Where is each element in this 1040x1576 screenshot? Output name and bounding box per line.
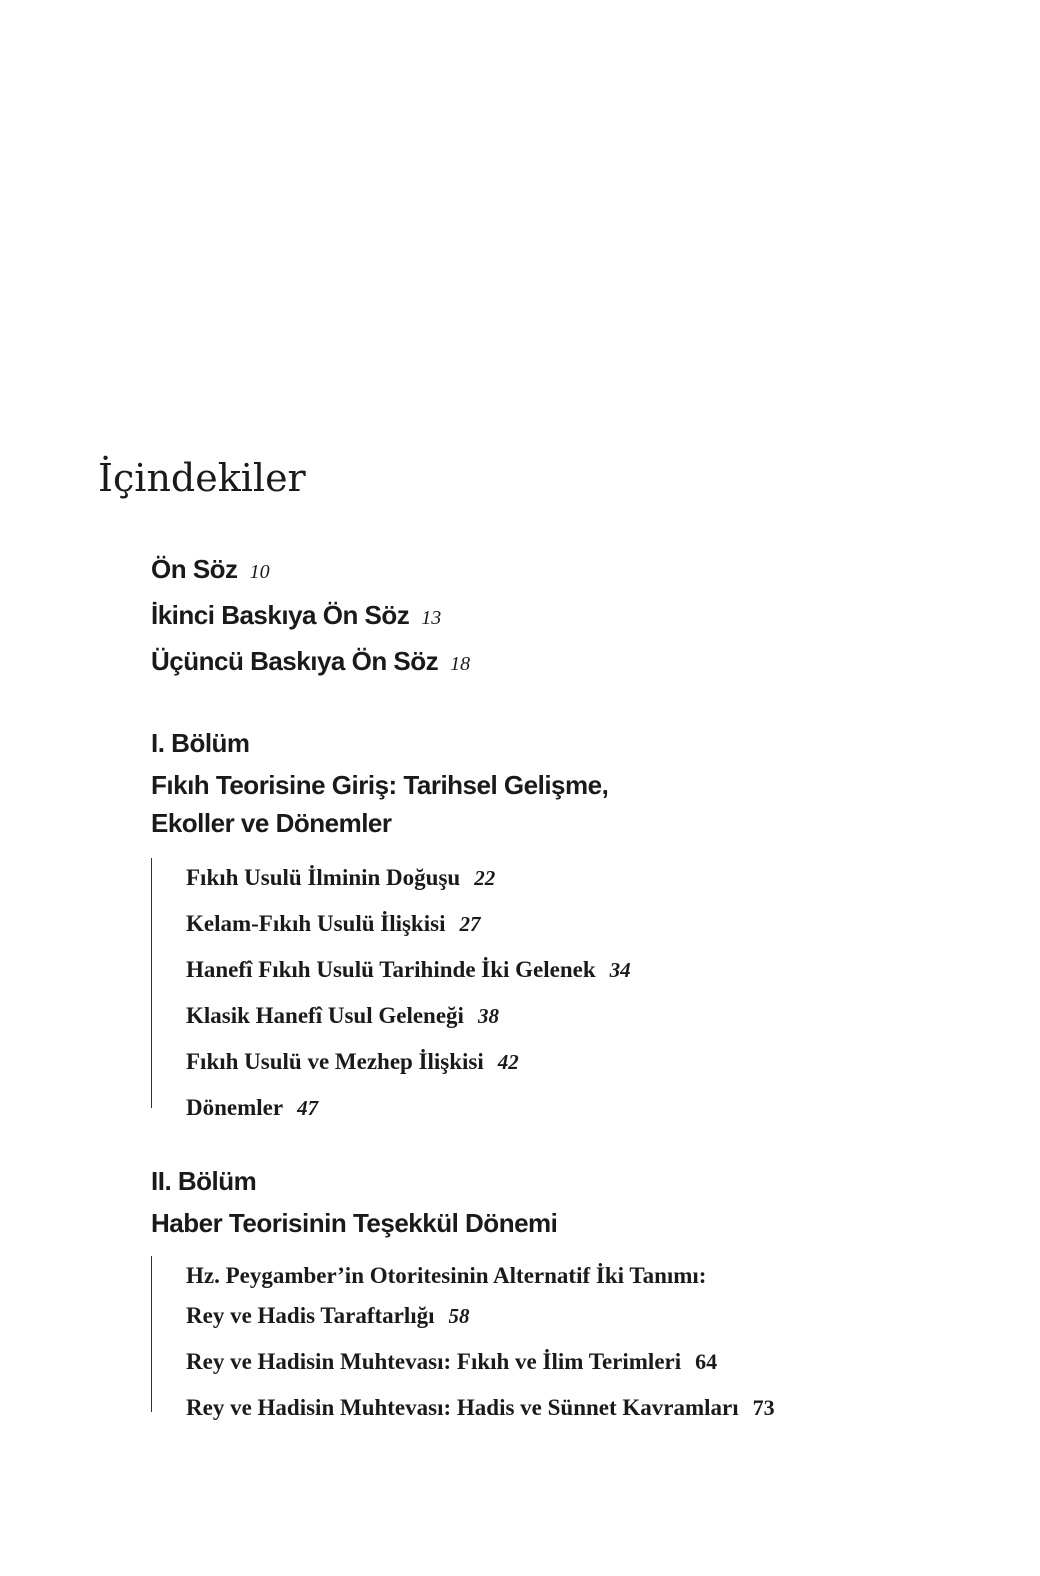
toc-entry-chapter[interactable]	[186, 1342, 775, 1388]
part-2-chapter-list	[151, 1256, 775, 1420]
entry-label: Fıkıh Usulü İlminin Doğuşu	[186, 865, 461, 890]
part-title-line-1: Fıkıh Teorisine Giriş: Tarihsel Gelişme,	[151, 770, 609, 800]
entry-label: İkinci Baskıya Ön Söz	[151, 600, 410, 630]
toc-entry-chapter[interactable]	[186, 904, 631, 950]
entry-label-line-2: Rey ve Hadis Taraftarlığı	[186, 1303, 435, 1328]
part-label: II. Bölüm	[151, 1166, 257, 1196]
toc-entry-chapter[interactable]	[186, 1042, 631, 1088]
entry-label: Üçüncü Baskıya Ön Söz	[151, 646, 439, 676]
entry-label: Rey ve Hadisin Muhtevası: Hadis ve Sünnet Kavramları	[186, 1395, 739, 1420]
entry-label: Ön Söz	[151, 554, 238, 584]
page-number: 18	[450, 653, 471, 675]
entry-label: Kelam-Fıkıh Usulü İlişkisi	[186, 911, 446, 936]
page-number: 73	[752, 1395, 775, 1420]
entry-label-line-1: Hz. Peygamber’in Otoritesinin Alternatif İki Tanımı:	[186, 1263, 707, 1288]
part-2-heading	[151, 1162, 557, 1242]
part-label: I. Bölüm	[151, 728, 250, 758]
toc-entry-chapter[interactable]	[186, 996, 631, 1042]
toc-entry-chapter[interactable]	[186, 950, 631, 996]
page-number: 58	[448, 1304, 470, 1328]
toc-entry-chapter[interactable]	[186, 1088, 631, 1134]
toc-entry-ikinci-baskiya-on-soz[interactable]	[151, 596, 470, 642]
entry-label: Hanefî Fıkıh Usulü Tarihinde İki Gelenek	[186, 957, 596, 982]
page-number: 38	[477, 1004, 499, 1028]
part-1-chapter-list	[151, 858, 631, 1120]
entry-label: Fıkıh Usulü ve Mezhep İlişkisi	[186, 1049, 484, 1074]
page-number: 34	[609, 958, 631, 982]
toc-entry-chapter[interactable]	[186, 858, 631, 904]
page-number: 22	[474, 866, 496, 890]
page-number: 64	[695, 1349, 718, 1374]
entry-label: Dönemler	[186, 1095, 284, 1120]
entry-label: Rey ve Hadisin Muhtevası: Fıkıh ve İlim Terimleri	[186, 1349, 682, 1374]
part-1-heading	[151, 724, 608, 842]
page-number: 27	[459, 912, 481, 936]
page-number: 47	[297, 1096, 319, 1120]
page-number: 42	[497, 1050, 519, 1074]
page-title: İçindekiler	[98, 456, 306, 500]
toc-entry-on-soz[interactable]	[151, 550, 470, 596]
toc-entry-chapter[interactable]	[186, 1388, 775, 1434]
page-number: 13	[421, 607, 442, 629]
entry-label: Klasik Hanefî Usul Geleneği	[186, 1003, 464, 1028]
page-number: 10	[249, 561, 270, 583]
toc-entry-ucuncu-baskiya-on-soz[interactable]	[151, 642, 470, 688]
part-title: Haber Teorisinin Teşekkül Dönemi	[151, 1208, 558, 1238]
toc-entry-chapter[interactable]	[186, 1256, 775, 1336]
preface-list	[151, 550, 470, 688]
part-title-line-2: Ekoller ve Dönemler	[151, 808, 392, 838]
